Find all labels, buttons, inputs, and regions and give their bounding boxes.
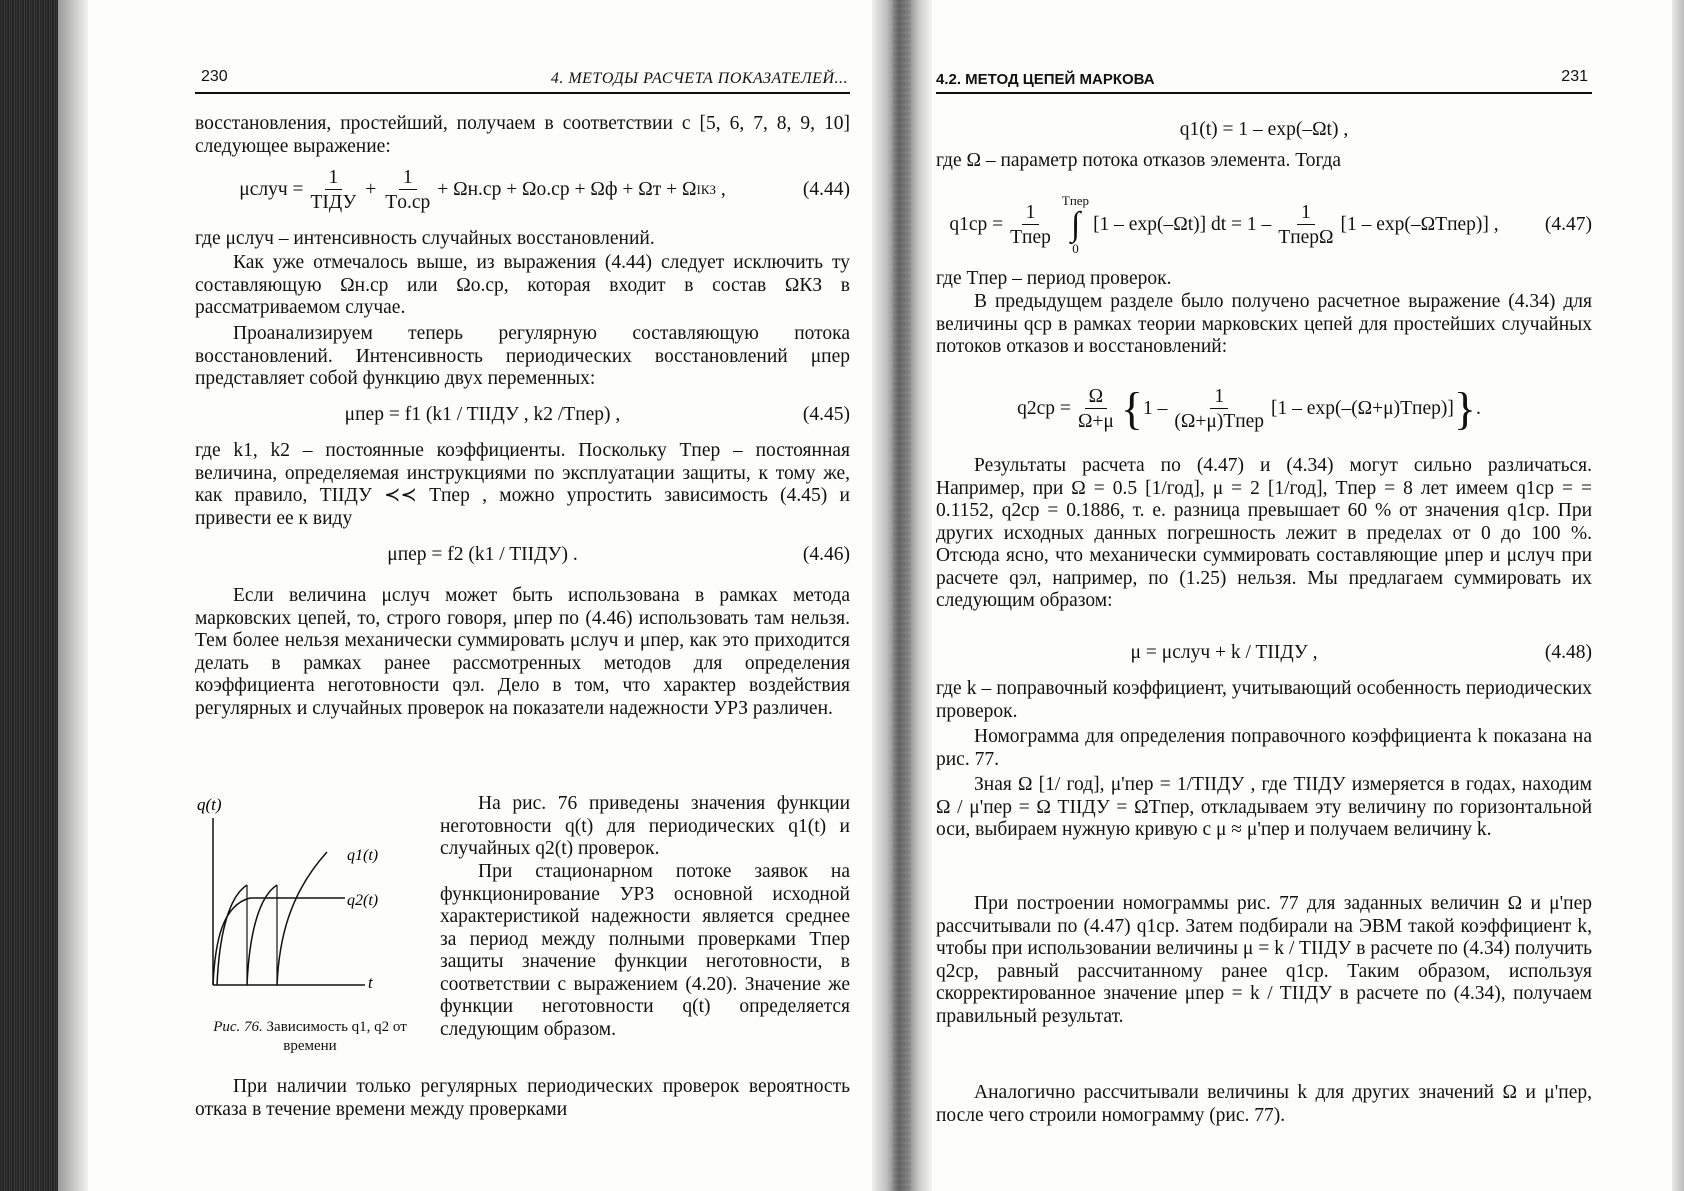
fraction [381,167,434,213]
q1-curve-segment [217,885,247,985]
equation-q1t [936,112,1592,148]
x-axis-label: t [368,973,373,992]
right-page [936,0,1592,1191]
equation-number: (4.45) [802,404,850,425]
q2-label: q2(t) [347,892,379,909]
equation-number: (4.46) [802,544,850,565]
paragraph: где Tпер – период проверок. [936,268,1172,289]
numerator: Ω [1085,386,1108,409]
integral: Tпер ∫ 0 [1061,193,1090,256]
paragraph: где μслуч – интенсивность случайных восстановлений. [195,228,655,249]
eq-text: μ = μслуч + k / TIIДУ , [1130,642,1318,663]
numerator: 1 [1022,202,1040,225]
equation-number: (4.48) [1544,642,1592,663]
eq-tail: [1 – exp(–ΩTпер)] , [1340,214,1499,235]
equation-4-47 [936,182,1592,268]
eq-lhs: μслуч = [239,179,304,200]
left-running-header [195,60,850,94]
scan-edge-right [1672,0,1684,1191]
paragraph: Зная Ω [1/ год], μ'пер = 1/TIIДУ , где TIIДУ измеряется в годах, находим Ω / μ'пер = Ω TIIДУ = ΩTпер, откладываем эту величину по горизонтальной оси, выбираем нужную кривую с μ ≈ μ'пер и получаем величину k. [936,774,1592,840]
scan-edge-left [0,0,58,1191]
right-running-header [936,60,1592,94]
paragraph: Аналогично рассчитывали величины k для других значений Ω и μ'пер, после чего строили номограмму (рис. 77). [936,1082,1592,1126]
fraction [1006,202,1055,248]
eq-lhs: q1ср = [949,214,1004,235]
left-page-number: 230 [201,68,228,85]
fraction [1170,386,1268,432]
figure-caption [195,1018,425,1056]
q2-curve [213,898,345,985]
integral-upper: Tпер [1061,193,1090,208]
paragraph: Если величина μслуч может быть использована в рамках метода марковских цепей, то, строго говоря, μпер по (4.46) использовать там нельзя. Тем более нельзя механически суммировать μслуч и μпер, как это приходится делать в рамках ранее рассмотренных методов для определения коэффициента неготовности qэл. Дело в том, что характер воздействия регулярных и случайных проверок на показатели надежности УРЗ различен. [195,585,850,719]
eq-integrand: [1 – exp(–Ωt)] dt = 1 – [1093,214,1272,235]
right-page-number: 231 [1561,68,1588,85]
eq-text: μпер = f2 (k1 / TIIДУ) . [387,544,578,565]
paragraph: восстановления, простейший, получаем в соответствии с [5, 6, 7, 8, 9, 10] следующее выражение: [195,113,850,157]
equation-number: (4.47) [1544,214,1592,235]
denominator: TперΩ [1278,227,1334,248]
numerator: 1 [1297,202,1315,225]
q-of-t-plot [195,790,425,1010]
eq-text: q1(t) = 1 – exp(–Ωt) , [1179,119,1349,140]
paragraph: где Ω – параметр потока отказов элемента. Тогда [936,150,1342,171]
numerator: 1 [325,167,343,190]
paragraph: Как уже отмечалось выше, из выражения (4.44) следует исключить ту составляющую Ωн.ср или Ωо.ср, которая входит в состав ΩКЗ в рассматриваемом случае. [195,252,850,318]
eq-lhs: q2ср = [1017,398,1071,419]
equation-number: (4.44) [802,179,850,200]
q1-curve-segment [277,852,327,985]
figure-76 [195,790,425,1060]
eq-inner: 1 – [1142,398,1168,419]
eq-sup: I [696,182,701,197]
paragraph: Проанализируем теперь регулярную составляющую потока восстановлений. Интенсивность периодических восстановлений μпер представляет собой функцию двух переменных: [195,323,850,389]
paragraph: В предыдущем разделе было получено расчетное выражение (4.34) для величины qср в рамках теории марковских цепей для простейших случайных потоков отказов и восстановлений: [936,291,1592,357]
denominator: Ω+μ [1077,411,1114,432]
integral-lower: 0 [1072,241,1079,256]
paragraph: При построении номограммы рис. 77 для заданных величин Ω и μ'пер рассчитывали по (4.47) q1ср. Затем подбирали на ЭВМ такой коэффициент k, чтобы при использовании величины μ = k / TIIДУ в расчете по (4.34) получить q2ср, равный рассчитанному ранее q1ср. Таким образом, используя скорректированное значение μпер = k / TIIДУ в расчете по (4.34), получаем правильный результат. [936,893,1592,1027]
paragraph: При стационарном потоке заявок на функционирование УРЗ основной исходной характеристикой надежности является среднее за период между полными проверками Tпер защиты значение функции неготовности, в соответствии с выражением (4.20). Значение же функции неготовности q(t) определяется следующим образом. [440,861,850,1040]
eq-text: μпер = f1 (k1 / TIIДУ , k2 /Tпер) , [344,404,621,425]
equation-4-46 [195,535,850,575]
numerator: 1 [1210,386,1228,409]
paragraph: где k1, k2 – постоянные коэффициенты. Поскольку Tпер – постоянная величина, определяемая инструкциями по эксплуатации защиты, к тому же, как правило, TIIДУ ≺≺ Tпер , можно упростить зависимость (4.45) и привести ее к виду [195,440,850,529]
left-running-title: 4. МЕТОДЫ РАСЧЕТА ПОКАЗАТЕЛЕЙ... [550,70,848,87]
paragraph: Номограмма для определения поправочного коэффициента k показана на рис. 77. [936,726,1592,770]
eq-sub: КЗ [700,182,716,197]
right-running-title: 4.2. МЕТОД ЦЕПЕЙ МАРКОВА [936,71,1155,88]
equation-4-48 [936,633,1592,673]
q1-curve-segment [247,885,277,985]
fraction [307,167,361,213]
eq-rest: + Ωн.ср + Ωо.ср + Ωф + Ωт + Ω [437,179,697,200]
paragraph: где k – поправочный коэффициент, учитывающий особенность периодических проверок. [936,678,1592,722]
paragraph: При наличии только регулярных периодических проверок вероятность отказа в течение времени между проверками [195,1076,850,1120]
equation-4-45 [195,395,850,435]
equation-q2sr: q2ср = $\frac{\Omega}{\Omega+\mu}$ { 1 – $\frac{1}{\text{(Ω+μ)Tпер}}$ [1 – exp(–(Ω+μ)Tпер)] } . [1017,383,1481,434]
paragraph: На рис. 76 приведены значения функции неготовности q(t) для периодических q1(t) и случайных q2(t) проверок. [440,793,850,859]
numerator: 1 [399,167,417,190]
fraction [1274,202,1337,248]
caption-text: Зависимость q1, q2 от времени [266,1019,407,1054]
denominator: (Ω+μ)Tпер [1174,411,1265,432]
caption-prefix: Рис. 76. [213,1019,263,1035]
denominator: TIДУ [310,192,357,213]
paragraph: Результаты расчета по (4.47) и (4.34) могут сильно различаться. Например, при Ω = 0.5 [1/год], μ = 2 [1/год], Tпер = 8 лет имеем q1ср = = 0.1152, q2ср = 0.1886, т. е. разница превышает 60 % от значения q1ср. При других исходных данных погрешность лежит в пределах от 0 до 100 %. Отсюда ясно, что механически суммировать составляющие μпер и μслуч при расчете qэл, например, по (1.25) нельзя. Мы предлагаем суммировать их следующим образом: [936,455,1592,611]
scan-edge-shadow [58,0,88,1191]
equation-4-44: μслуч = $\frac{1}{\text{TIДУ}}$ + $\frac{1}{Tо.ср}$ + Ωн.ср + Ωо.ср + Ωф + Ωт + Ω I КЗ , (4.44) [239,167,850,213]
gutter-texture [893,0,911,1191]
y-axis-label: q(t) [197,795,222,814]
denominator: Tпер [1010,227,1051,248]
denominator: Tо.ср [385,192,431,213]
q1-label: q1(t) [347,847,379,864]
fraction [1074,386,1118,432]
eq-tail: [1 – exp(–(Ω+μ)Tпер)] [1271,398,1454,419]
left-page [195,0,850,1191]
